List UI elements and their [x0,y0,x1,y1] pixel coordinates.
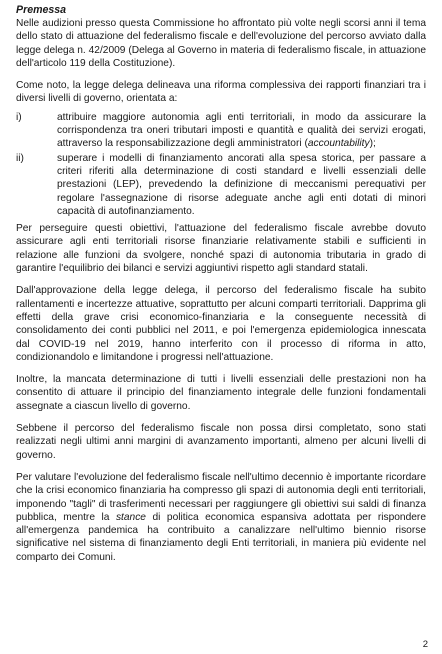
list-item-number: i) [16,111,22,123]
paragraph-6: Sebbene il percorso del federalismo fiscale non possa dirsi completato, sono stati realizzati negli ultimi anni margini di avanzamento importanti, almeno per alcuni livelli di governo. [16,423,426,461]
paragraph-7: Per valutare l'evoluzione del federalismo fiscale nell'ultimo decennio è importante ricordare che la crisi economico finanziaria ha compresso gli spazi di autonomia degli enti territoriali, imponendo "tagli" di trasferimenti necessari per raggiungere gli obiettivi sui saldi di finanza pubblica, mentre la stance di politica economica espansiva adottata per rispondere all'emergenza pandemica ha contribuito a canalizzare nell'ultimo biennio risorse significative nel sistema di finanziamento degli Enti territoriali, in maniera più evidente nel comparto dei Comuni. [16,471,426,563]
list-item-text: attribuire maggiore autonomia agli enti territoriali, in modo da assicurare la corrispondenza tra oneri tributari imposti e quantità e qualità dei servizi erogati, attraverso la responsabilizzazione degli amministratori (accountability); [57,111,426,150]
objectives-list [16,111,426,218]
list-item [16,152,426,218]
paragraph-2: Come noto, la legge delega delineava una riforma complessiva dei rapporti finanziari tra i diversi livelli di governo, orientata a: [16,80,426,105]
list-item-text: superare i modelli di finanziamento ancorati alla spesa storica, per passare a criteri riferiti alla determinazione di costi standard e livelli essenziali delle prestazioni (LEP), prevedendo la definizione di meccanismi perequativi per regolare l'assegnazione di risorse adeguate anche agli enti dotati di minori capacità di autofinanziamento. [57,152,426,217]
list-item [16,111,426,151]
paragraph-4: Dall'approvazione della legge delega, il percorso del federalismo fiscale ha subito rallentamenti e incertezze attuative, soprattutto per alcuni comparti territoriali. Dapprima gli effetti della grave crisi economico-finanziaria e la conseguente necessità di consolidamento dei conti pubblici nel 2011, e poi l'emergenza epidemiologica innescata dal COVID-19 nel 2019, hanno interferito con il processo di riforma in atto, condizionandolo e limitandone i progressi nell'attuazione. [16,285,426,363]
page-number: 2 [422,639,428,650]
section-heading: Premessa [16,4,67,16]
paragraph-1: Nelle audizioni presso questa Commissione ho affrontato più volte negli scorsi anni il tema dello stato di attuazione del federalismo fiscale e dell'evoluzione del percorso avviato dalla legge delega n. 42/2009 (Delega al Governo in materia di federalismo fiscale, in attuazione dell'articolo 119 della Costituzione). [16,18,426,69]
paragraph-3: Per perseguire questi obiettivi, l'attuazione del federalismo fiscale avrebbe dovuto assicurare agli enti territoriali risorse finanziarie relativamente stabili e sufficienti in relazione alle funzioni da svolgere, nonché spazi di autonomia tributaria in grado di garantire l'equilibrio dei bilanci e servizi aggiuntivi rispetto agli standard statali. [16,223,426,275]
paragraph-5: Inoltre, la mancata determinazione di tutti i livelli essenziali delle prestazioni non ha consentito di attuare il principio del finanziamento integrale delle funzioni fondamentali assegnate a ciascun livello di governo. [16,374,426,412]
list-item-number: ii) [16,152,24,164]
